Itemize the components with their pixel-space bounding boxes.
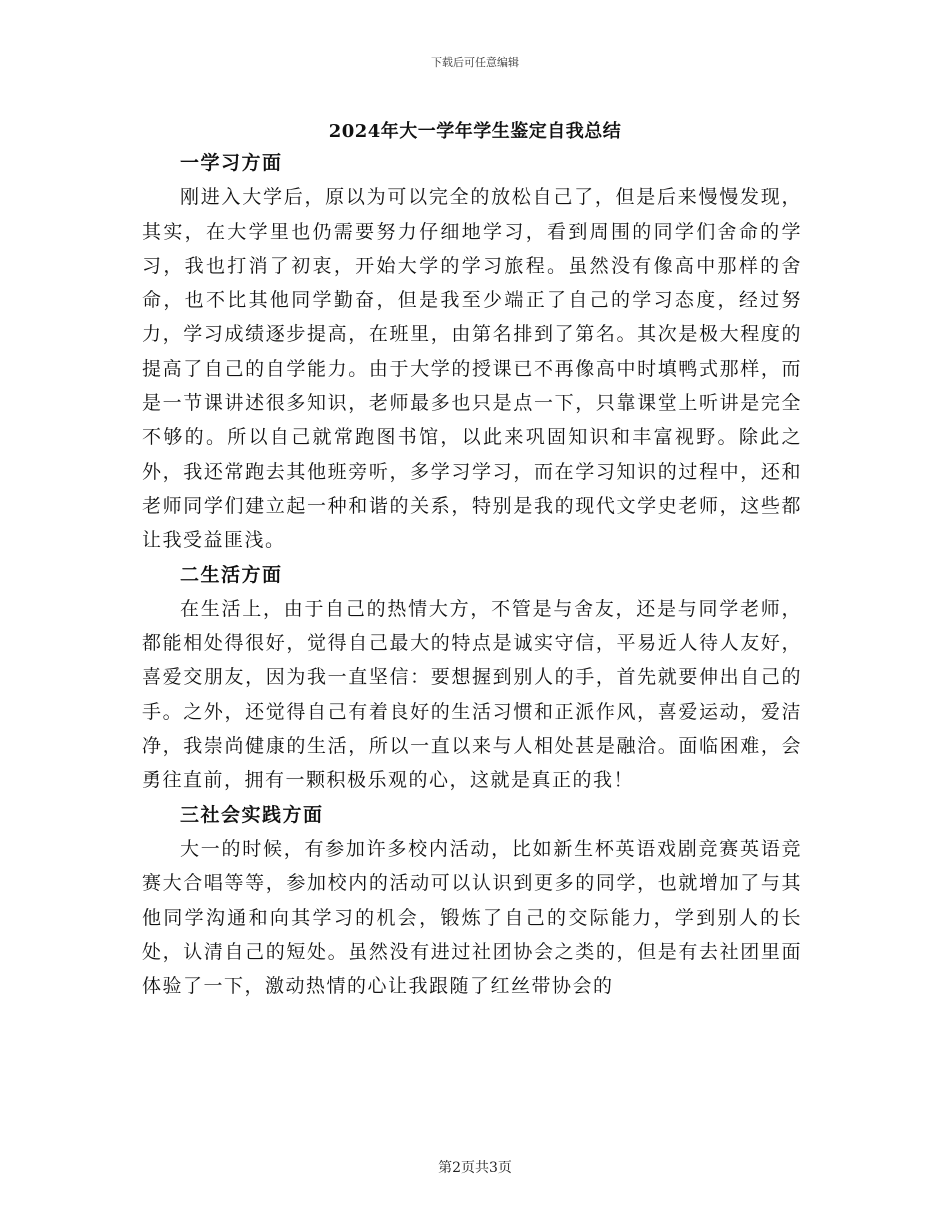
section-paragraph-life: 在生活上，由于自己的热情大方，不管是与舍友，还是与同学老师，都能相处得很好，觉得自己最大的特点是诚实守信，平易近人待人友好，喜爱交朋友，因为我一直坚信：要想握到别人的手，首先就要伸出自己的手。之外，还觉得自己有着良好的生活习惯和正派作风，喜爱运动，爱洁净，我崇尚健康的生活，所以一直以来与人相处甚是融洽。面临困难，会勇往直前，拥有一颗积极乐观的心，这就是真正的我！: [142, 597, 802, 792]
header-note: 下载后可任意编辑: [431, 56, 519, 69]
page-indicator: 第2页共3页: [438, 1160, 512, 1176]
section-paragraph-study: 刚进入大学后，原以为可以完全的放松自己了，但是后来慢慢发现，其实，在大学里也仍需要努力仔细地学习，看到周围的同学们舍命的学习，我也打消了初衷，开始大学的学习旅程。虽然没有像高中那样的舍命，也不比其他同学勤奋，但是我至少端正了自己的学习态度，经过努力，学习成绩逐步提高，在班里，由第名排到了第名。其次是极大程度的提高了自己的自学能力。由于大学的授课已不再像高中时填鸭式那样，而是一节课讲述很多知识，老师最多也只是点一下，只靠课堂上听讲是完全不够的。所以自己就常跑图书馆，以此来巩固知识和丰富视野。除此之外，我还常跑去其他班旁听，多学习学习，而在学习知识的过程中，还和老师同学们建立起一种和谐的关系，特别是我的现代文学史老师，这些都让我受益匪浅。: [142, 186, 802, 552]
section-heading-social-practice: 三社会实践方面: [180, 803, 324, 826]
section-paragraph-social-practice: 大一的时候，有参加许多校内活动，比如新生杯英语戏剧竞赛英语竞赛大合唱等等，参加校内的活动可以认识到更多的同学，也就增加了与其他同学沟通和向其学习的机会，锻炼了自己的交际能力，学到别人的长处，认清自己的短处。虽然没有进过社团协会之类的，但是有去社团里面体验了一下，激动热情的心让我跟随了红丝带协会的: [142, 837, 802, 998]
section-heading-life: 二生活方面: [180, 563, 283, 586]
document-title: 2024年大一学年学生鉴定自我总结: [328, 121, 622, 142]
section-heading-study: 一学习方面: [180, 152, 283, 174]
document-body: [142, 146, 802, 1003]
